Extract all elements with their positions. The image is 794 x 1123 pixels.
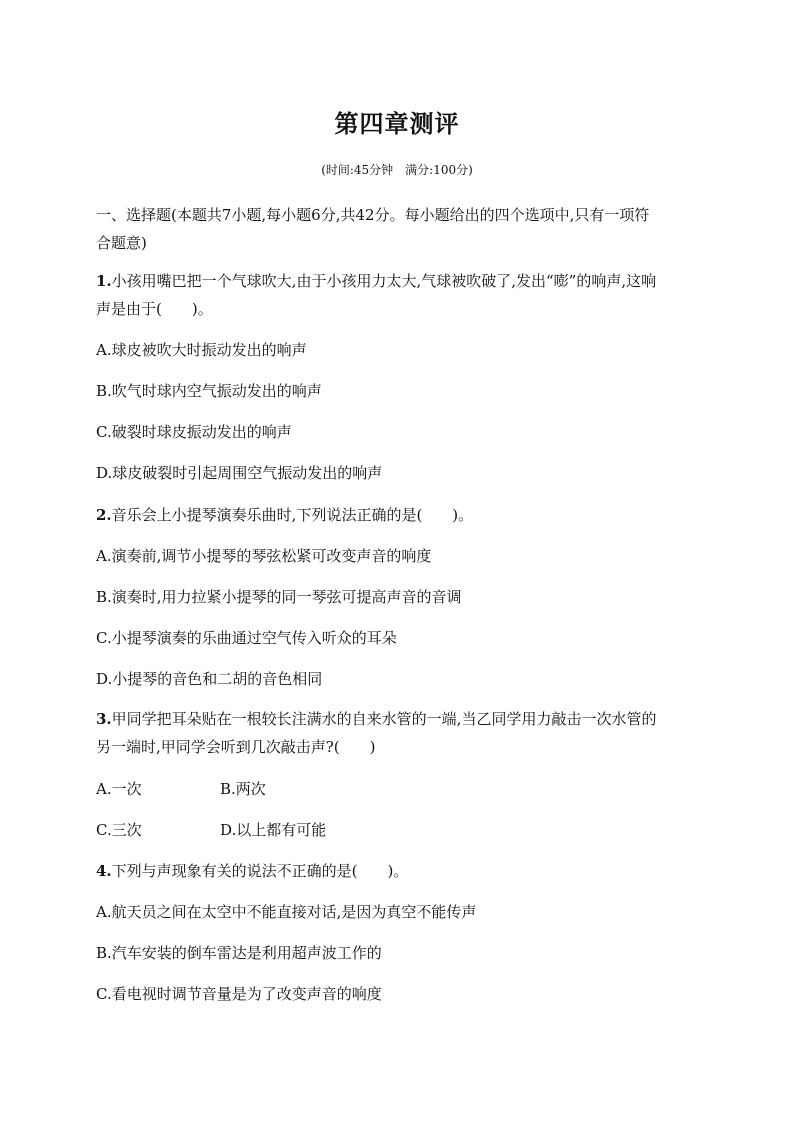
question-text: 音乐会上小提琴演奏乐曲时,下列说法正确的是( )。 xyxy=(111,506,474,524)
question-number: 4. xyxy=(96,862,112,880)
section-heading: 一、选择题(本题共7小题,每小题6分,共42分。每小题给出的四个选项中,只有一项符 xyxy=(96,206,650,224)
question-4-stem xyxy=(96,860,706,881)
option-4a: A.航天员之间在太空中不能直接对话,是因为真空不能传声 xyxy=(96,903,477,921)
option-2c: C.小提琴演奏的乐曲通过空气传入听众的耳朵 xyxy=(96,629,397,647)
option-2d: D.小提琴的音色和二胡的音色相同 xyxy=(96,670,323,688)
exam-info: (时间:45分钟 满分:100分) xyxy=(321,163,473,177)
option-3a: A.一次 xyxy=(96,780,142,798)
question-text: 小孩用嘴巴把一个气球吹大,由于小孩用力太大,气球被吹破了,发出“嘭”的响声,这响 xyxy=(111,272,657,290)
option-3c: C.三次 xyxy=(96,821,142,839)
option-1a: A.球皮被吹大时振动发出的响声 xyxy=(96,341,307,359)
question-1-stem-cont: 声是由于( )。 xyxy=(96,300,213,318)
question-number: 3. xyxy=(96,710,112,728)
question-1-stem xyxy=(96,270,706,291)
option-2b: B.演奏时,用力拉紧小提琴的同一琴弦可提高声音的音调 xyxy=(96,588,462,606)
page-title: 第四章测评 xyxy=(334,110,460,138)
option-row-3cd xyxy=(96,819,706,840)
question-text: 甲同学把耳朵贴在一根较长注满水的自来水管的一端,当乙同学用力敲击一次水管的 xyxy=(111,710,657,728)
option-4c: C.看电视时调节音量是为了改变声音的响度 xyxy=(96,985,382,1003)
question-3-stem-cont: 另一端时,甲同学会听到几次敲击声?( ) xyxy=(96,738,376,756)
option-3d: D.以上都有可能 xyxy=(220,821,327,839)
question-2-stem xyxy=(96,504,706,525)
option-1c: C.破裂时球皮振动发出的响声 xyxy=(96,423,292,441)
option-row-3ab xyxy=(96,778,706,799)
option-2a: A.演奏前,调节小提琴的琴弦松紧可改变声音的响度 xyxy=(96,547,432,565)
option-1b: B.吹气时球内空气振动发出的响声 xyxy=(96,382,322,400)
option-4b: B.汽车安装的倒车雷达是利用超声波工作的 xyxy=(96,944,382,962)
question-number: 2. xyxy=(96,506,112,524)
section-heading-cont: 合题意) xyxy=(96,234,147,252)
option-1d: D.球皮破裂时引起周围空气振动发出的响声 xyxy=(96,464,383,482)
option-3b: B.两次 xyxy=(220,780,266,798)
question-3-stem xyxy=(96,708,706,729)
question-text: 下列与声现象有关的说法不正确的是( )。 xyxy=(111,862,409,880)
question-number: 1. xyxy=(96,272,112,290)
